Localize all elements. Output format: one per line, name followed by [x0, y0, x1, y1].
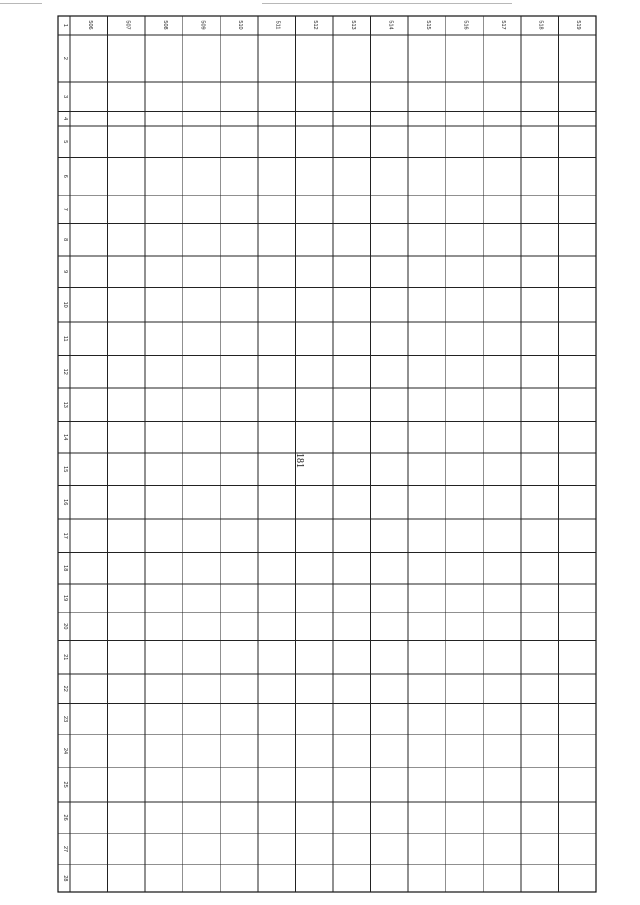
top-edge-rule-center [262, 3, 512, 4]
row-number: 507 [124, 20, 131, 30]
column-number: 22 [62, 685, 68, 692]
column-number: 11 [62, 335, 68, 342]
column-number: 18 [62, 565, 68, 572]
row-number: 508 [161, 20, 168, 30]
rotated-data-table [58, 16, 596, 892]
column-number: 1 [62, 23, 68, 27]
column-number: 10 [62, 301, 68, 308]
column-number: 20 [62, 623, 68, 630]
row-number: 518 [537, 20, 544, 30]
row-number: 515 [424, 20, 431, 30]
column-number: 28 [62, 875, 68, 882]
page-number: 181 [294, 453, 305, 468]
table-grid [58, 16, 596, 892]
column-number: 3 [62, 95, 68, 99]
row-number: 509 [199, 20, 206, 30]
row-number: 517 [500, 20, 507, 30]
row-number: 511 [274, 20, 281, 30]
column-number: 8 [62, 238, 68, 242]
column-number: 12 [62, 368, 68, 375]
row-number: 519 [575, 20, 582, 30]
column-number: 14 [62, 434, 68, 441]
column-number: 6 [62, 174, 68, 178]
column-number: 24 [62, 748, 68, 755]
column-number: 2 [62, 56, 68, 60]
row-number: 510 [237, 20, 244, 30]
column-number: 4 [62, 117, 68, 121]
column-number: 7 [62, 207, 69, 211]
column-number: 19 [62, 595, 68, 602]
row-number: 516 [462, 20, 469, 30]
row-number: 513 [349, 20, 356, 30]
column-number: 23 [62, 716, 68, 723]
column-number: 9 [62, 270, 68, 274]
column-number: 21 [62, 654, 68, 661]
row-number: 514 [387, 20, 394, 30]
top-edge-rule-left [0, 3, 42, 4]
row-number: 512 [312, 20, 319, 30]
row-number: 506 [86, 20, 93, 30]
table-frame [58, 16, 596, 892]
column-number: 27 [62, 845, 68, 853]
column-number: 26 [62, 814, 68, 821]
column-number: 16 [62, 499, 68, 506]
column-number: 25 [62, 781, 68, 788]
column-number: 17 [62, 532, 68, 539]
column-number: 5 [62, 140, 69, 144]
column-number: 13 [62, 401, 68, 408]
column-number: 15 [62, 466, 68, 473]
